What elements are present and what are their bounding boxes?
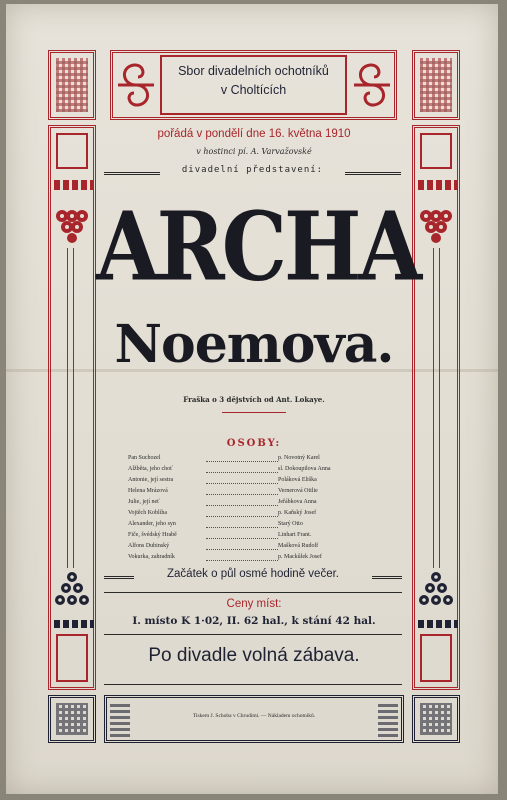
leader-dots — [206, 472, 278, 473]
right-red-band — [418, 180, 458, 190]
prices-text: I. místo K 1·02, II. 62 hal., k stání 42 hal. — [132, 615, 376, 627]
key-pattern-bottom-right — [420, 703, 452, 735]
left-lower-square — [56, 634, 88, 682]
prices-heading: Ceny míst: — [226, 598, 282, 610]
cast-role: Alexander, jeho syn — [128, 521, 176, 527]
key-pattern-top-right — [420, 58, 452, 112]
leader-dots — [206, 538, 278, 539]
leader-dots — [206, 560, 278, 561]
rule-above-prices — [104, 592, 402, 593]
cast-role: Alfons Dubinský — [128, 543, 170, 549]
cast-actor: Jeřábkova Anna — [278, 499, 317, 505]
play-subtitle: Fraška o 3 dějstvích od Ant. Lokaye. — [183, 395, 325, 404]
leader-dots — [206, 505, 278, 506]
after-party: Po divadle volná zábava. — [148, 645, 360, 666]
right-stem — [433, 248, 440, 568]
cast-actor: Mašková Rudolf — [278, 543, 319, 549]
leader-dots — [206, 516, 278, 517]
cast-role: Helena Mrázová — [128, 488, 168, 494]
left-square-ornament — [56, 133, 88, 169]
start-time: Začátek o půl osmé hodině večer. — [167, 568, 339, 580]
venue-line: v hostinci pí. A. Varvažovské — [196, 147, 312, 156]
play-title-line-2: Noemova. — [114, 314, 394, 375]
left-red-band — [54, 180, 94, 190]
cast-role: Julie, její neť — [128, 499, 160, 505]
cast-actor: p. Kaňský Josef — [278, 510, 317, 516]
cast-actor: Poláková Eliška — [278, 477, 317, 483]
leader-dots — [206, 483, 278, 484]
announcement-line: pořádá v pondělí dne 16. května 1910 — [157, 128, 351, 140]
rule-right-start — [372, 576, 402, 579]
rule-left-start — [104, 576, 134, 579]
cast-row — [128, 554, 366, 566]
key-pattern-bottom-left — [56, 703, 88, 735]
cast-role: Fiče, švédský Hrabě — [128, 532, 177, 538]
cast-actor: Vernerová Otilie — [278, 488, 318, 494]
cast-actor: Linhart Frant. — [278, 532, 312, 538]
left-black-band — [54, 620, 94, 628]
cast-actor: Starý Otto — [278, 521, 303, 527]
swirl-ornament-right — [350, 55, 394, 115]
right-circle-cluster-bottom — [416, 570, 456, 612]
society-name — [160, 62, 347, 100]
leader-dots — [206, 527, 278, 528]
leader-dots — [206, 549, 278, 550]
right-circle-cluster-top — [416, 208, 456, 244]
cast-role: Antonie, její sestra — [128, 477, 174, 483]
cast-role: Vokurka, zahradník — [128, 554, 175, 560]
cast-divider-top — [222, 412, 286, 413]
cast-heading: OSOBY: — [226, 438, 282, 449]
left-circle-cluster-bottom — [52, 570, 92, 612]
play-title-line-1: ARCHA — [96, 192, 420, 303]
leader-dots — [206, 461, 278, 462]
key-pattern-top-left — [56, 58, 88, 112]
cast-role: Vojtěch Koblíha — [128, 510, 168, 516]
cast-role: Pan Suchozel — [128, 455, 161, 461]
rule-below-prices — [104, 634, 402, 635]
footer-pattern-right — [378, 701, 398, 737]
rule-left-performance — [104, 172, 160, 175]
cast-actor: p. Novotný Karel — [278, 455, 320, 461]
left-stem — [67, 248, 74, 568]
right-black-band — [418, 620, 458, 628]
cast-actor: p. Mackůlek Josef — [278, 554, 322, 560]
society-line-1: Sbor divadelních ochotníků — [178, 64, 329, 78]
cast-actor: sl. Dokoupilova Anna — [278, 466, 331, 472]
performance-type: divadelní představení: — [181, 165, 324, 175]
right-lower-square — [420, 634, 452, 682]
leader-dots — [206, 494, 278, 495]
cast-role: Alžběta, jeho choť — [128, 466, 173, 472]
left-circle-cluster-top — [52, 208, 92, 244]
footer-frame — [104, 695, 404, 743]
printer-credit: Tiskem J. Schoba v Chrudimi. — Nákladem ochotníků. — [192, 713, 316, 719]
swirl-ornament-left — [114, 55, 158, 115]
society-line-2: v Choltících — [220, 83, 287, 97]
right-square-ornament — [420, 133, 452, 169]
rule-right-performance — [345, 172, 401, 175]
rule-above-footer — [104, 684, 402, 685]
footer-pattern-left — [110, 701, 130, 737]
